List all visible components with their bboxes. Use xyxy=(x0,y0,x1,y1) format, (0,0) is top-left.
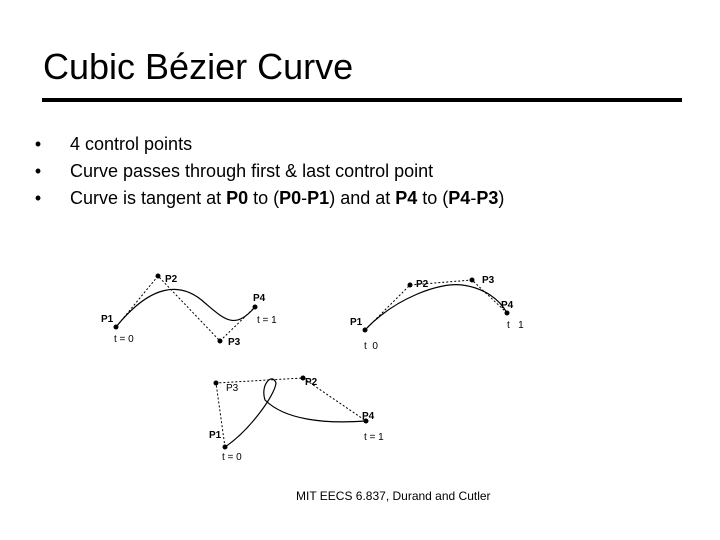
bezier-curve xyxy=(116,289,255,327)
control-point-p3 xyxy=(470,278,475,283)
label-t0: t 0 xyxy=(364,341,378,352)
label-t1: t = 1 xyxy=(364,432,384,443)
bullet-dot: • xyxy=(34,188,42,208)
control-point-p1 xyxy=(114,325,119,330)
bezier-curve xyxy=(225,379,366,447)
bullet-text: 4 control points xyxy=(70,134,193,154)
diagram-loop-curve xyxy=(209,376,384,464)
bullet-text: Curve passes through first & last control point xyxy=(70,161,434,181)
control-point-p2 xyxy=(156,274,161,279)
label-t0: t = 0 xyxy=(222,452,242,463)
diagram-arch-curve xyxy=(350,275,524,352)
control-polygon xyxy=(116,276,255,341)
bullet-text: Curve is tangent at P0 to (P0-P1) and at P4 to (P4-P3) xyxy=(70,188,505,208)
control-point-p3 xyxy=(214,381,219,386)
label-p2: P2 xyxy=(305,377,318,388)
label-p3: P3 xyxy=(228,337,241,348)
label-p3: P3 xyxy=(226,383,239,394)
bullet-dot: • xyxy=(34,134,42,154)
control-point-p2 xyxy=(408,283,413,288)
label-p2: P2 xyxy=(165,274,178,285)
label-p2: P2 xyxy=(416,279,429,290)
label-t0: t = 0 xyxy=(114,334,134,345)
label-p1: P1 xyxy=(209,430,222,441)
label-p4: P4 xyxy=(253,293,266,304)
label-p4: P4 xyxy=(501,300,514,311)
diagram-s-curve xyxy=(101,274,277,349)
label-p1: P1 xyxy=(350,317,363,328)
control-point-p4 xyxy=(505,311,510,316)
control-point-p3 xyxy=(218,339,223,344)
bullet-dot: • xyxy=(34,161,42,181)
control-point-p1 xyxy=(363,328,368,333)
label-p1: P1 xyxy=(101,314,114,325)
label-t1: t 1 xyxy=(507,320,524,331)
label-p3: P3 xyxy=(482,275,495,286)
bezier-curve xyxy=(365,285,507,330)
control-point-p4 xyxy=(253,305,258,310)
label-p4: P4 xyxy=(362,411,375,422)
control-point-p1 xyxy=(223,445,228,450)
slide-title: Cubic Bézier Curve xyxy=(43,46,354,87)
footer-credit: MIT EECS 6.837, Durand and Cutler xyxy=(296,489,491,503)
label-t1: t = 1 xyxy=(257,315,277,326)
